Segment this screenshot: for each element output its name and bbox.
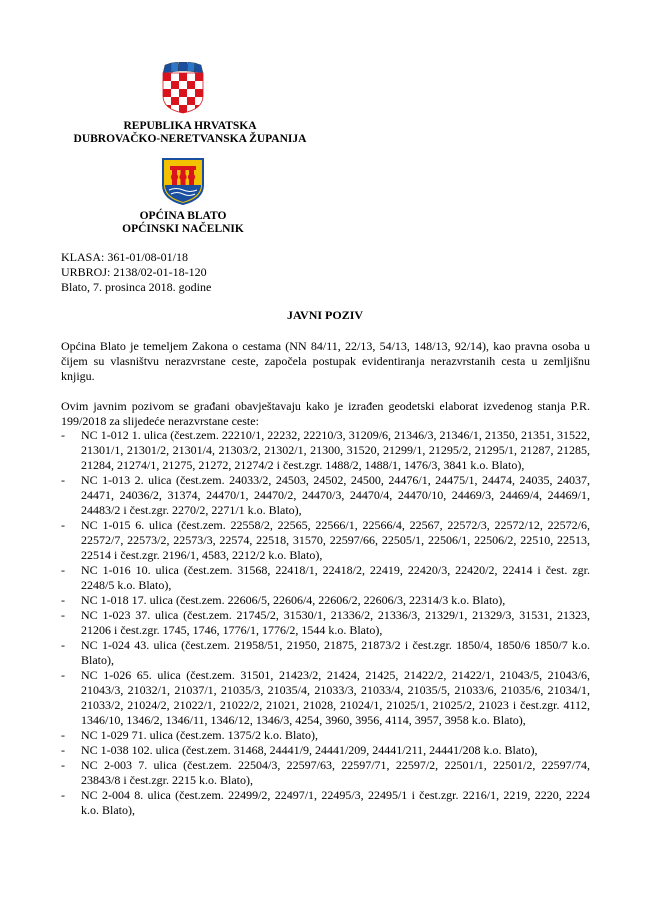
road-entry: NC 1-024 43. ulica (čest.zem. 21958/51, 21950, 21875, 21873/2 i čest.zgr. 1850/4, 1850/6 1850/7 k.o. Blato), <box>81 638 590 667</box>
list-item <box>61 788 590 818</box>
list-item <box>61 563 590 593</box>
road-entry: NC 1-012 1. ulica (čest.zem. 22210/1, 22232, 22210/3, 31209/6, 21346/3, 21346/1, 21350, 21351, 31522, 21301/1, 21301/2, 21301/4, 21303/2, 21302/1, 21300, 31520, 21299/1, 21295/2, 21295/1, 21287, 21285, 21284, 21274/1, 21275, 21272, 21274/2 i čest.zgr. 1488/2, 1488/1, 1476/3, 3841 k.o. Blato), <box>81 428 590 472</box>
road-entry: NC 1-026 65. ulica (čest.zem. 31501, 21423/2, 21424, 21425, 21422/2, 21422/1, 21043/5, 21043/6, 21043/3, 21032/1, 21037/1, 21035/3, 21035/4, 21033/3, 21033/4, 21035/5, 21033/6, 21035/6, 21034/1, 21033/2, 21024/2, 21022/1, 21022/2, 21021, 21028, 21024/1, 21025/1, 21025/2, 21023 i čest.zgr. 4112, 1346/10, 1346/2, 1346/11, 1346/12, 1346/3, 4254, 3960, 3956, 4114, 3957, 3958 k.o. Blato), <box>81 668 590 727</box>
road-entry: NC 1-023 37. ulica (čest.zem. 21745/2, 31530/1, 21336/2, 21336/3, 21329/1, 21329/3, 31531, 21323, 21206 i čest.zgr. 1745, 1746, 1776/1, 1776/2, 1544 k.o. Blato), <box>81 608 590 637</box>
meta-date: Blato, 7. prosinca 2018. godine <box>61 280 212 294</box>
road-entry: NC 1-016 10. ulica (čest.zem. 31568, 22418/1, 22418/2, 22419, 22420/3, 22420/2, 22414 i čest. zgr. 2248/5 k.o. Blato), <box>81 563 590 592</box>
meta-klasa: KLASA: 361-01/08-01/18 <box>61 250 188 264</box>
list-bullet: - <box>61 743 65 757</box>
header-municipality: OPĆINA BLATO <box>139 210 227 222</box>
list-bullet: - <box>61 563 65 577</box>
coat-of-arms-blato-icon <box>161 157 205 205</box>
list-bullet: - <box>61 728 65 742</box>
list-item <box>61 428 590 473</box>
list-item <box>61 473 590 518</box>
road-entry: NC 1-029 71. ulica (čest.zem. 1375/2 k.o. Blato), <box>81 728 318 742</box>
road-entry: NC 1-015 6. ulica (čest.zem. 22558/2, 22565, 22566/1, 22566/4, 22567, 22572/3, 22572/12, 22572/6, 22572/7, 22573/2, 22573/3, 22574, 22518, 31570, 22597/66, 22505/1, 22506/1, 22506/2, 22510, 22513, 22514 i čest.zgr. 2196/1, 4583, 2212/2 k.o. Blato), <box>81 518 590 562</box>
list-item <box>61 518 590 563</box>
notice-paragraph: Ovim javnim pozivom se građani obavještavaju kako je izrađen geodetski elaborat izvedenog stanja P.R. 199/2018 za slijedeće nerazvrstane ceste: <box>61 399 590 428</box>
road-entry: NC 1-018 17. ulica (čest.zem. 22606/5, 22606/4, 22606/2, 22606/3, 22314/3 k.o. Blato), <box>81 593 506 607</box>
header-republic: REPUBLIKA HRVATSKA <box>123 120 257 132</box>
road-entry: NC 2-003 7. ulica (čest.zem. 22504/3, 22597/63, 22597/71, 22597/2, 22501/1, 22501/2, 22597/74, 23843/8 i čest.zgr. 2215 k.o. Blato), <box>81 758 590 787</box>
intro-paragraph: Općina Blato je temeljem Zakona o cestama (NN 84/11, 22/13, 54/13, 148/13, 92/14), kao pravna osoba u čijem su vlasništvu nerazvrstane ceste, započela postupak evidentiranja nerazvrstanih cesta u zemljišnu knjigu. <box>61 339 590 383</box>
road-entry: NC 1-013 2. ulica (čest.zem. 24033/2, 24503, 24502, 24500, 24476/1, 24475/1, 24474, 24035, 24037, 24471, 24036/2, 31374, 24470/1, 24470/2, 24470/3, 24470/4, 24470/10, 24469/3, 24469/4, 24469/1, 24483/2 i čest.zgr. 2270/2, 2271/1 k.o. Blato), <box>81 473 590 517</box>
list-bullet: - <box>61 668 65 682</box>
header-county: DUBROVAČKO-NERETVANSKA ŽUPANIJA <box>73 133 307 145</box>
list-item <box>61 668 590 728</box>
road-entry: NC 2-004 8. ulica (čest.zem. 22499/2, 22497/1, 22495/3, 22495/1 i čest.zgr. 2216/1, 2219, 2220, 2224 k.o. Blato), <box>81 788 590 817</box>
list-item <box>61 728 590 743</box>
list-bullet: - <box>61 638 65 652</box>
list-bullet: - <box>61 758 65 772</box>
document-title: JAVNI POZIV <box>286 308 364 322</box>
meta-urbroj: URBROJ: 2138/02-01-18-120 <box>61 265 207 279</box>
list-bullet: - <box>61 473 65 487</box>
list-bullet: - <box>61 593 65 607</box>
list-bullet: - <box>61 788 65 802</box>
road-entry: NC 1-038 102. ulica (čest.zem. 31468, 24441/9, 24441/209, 24441/211, 24441/208 k.o. Blato), <box>81 743 538 757</box>
list-item <box>61 638 590 668</box>
list-bullet: - <box>61 518 65 532</box>
list-item <box>61 593 590 608</box>
list-item <box>61 743 590 758</box>
header-office: OPĆINSKI NAČELNIK <box>122 223 244 235</box>
list-item <box>61 758 590 788</box>
list-bullet: - <box>61 608 65 622</box>
list-bullet: - <box>61 428 65 442</box>
coat-of-arms-croatia-icon <box>162 62 204 114</box>
roads-list <box>61 428 590 818</box>
list-item <box>61 608 590 638</box>
